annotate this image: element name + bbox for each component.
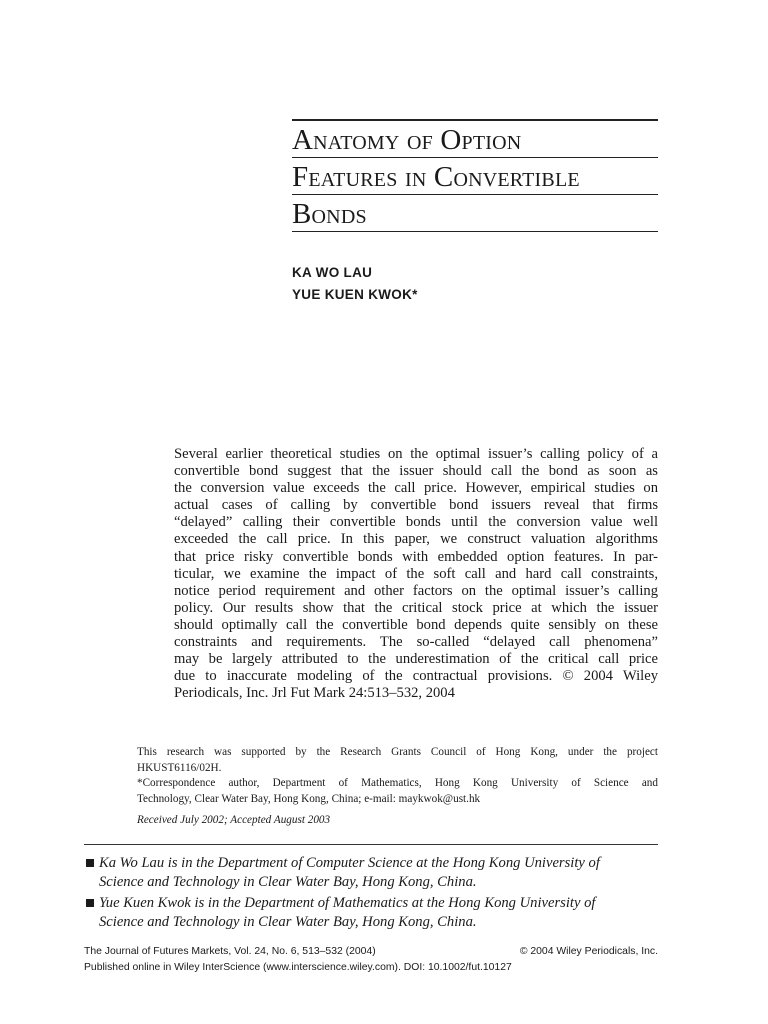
bio-line: Science and Technology in Clear Water Bay, Hong Kong, China. [99,914,477,930]
author-name: YUE KUEN KWOK* [292,287,418,302]
footnote-line: HKUST6116/02H. [137,761,222,774]
bio-line: Ka Wo Lau is in the Department of Computer Science at the Hong Kong University of [99,855,600,871]
abstract-line: Periodicals, Inc. Jrl Fut Mark 24:513–532, 2004 [174,685,455,702]
footnote-line: *Correspondence author, Department of Mathematics, Hong Kong University of Science and [137,777,658,789]
abstract [174,446,658,702]
square-bullet-icon [86,899,94,907]
footnote-line: Technology, Clear Water Bay, Hong Kong, China; e-mail: maykwok@ust.hk [137,792,481,805]
title-bottom-rule [292,231,658,232]
abstract-line: due to inaccurate modeling of the contractual provisions. © 2004 Wiley [174,668,658,685]
abstract-line: should optimally call the convertible bond depends quite sensibly on these [174,616,658,633]
section-divider [84,844,658,845]
author-bio [84,894,658,932]
title-line: Bonds [292,198,367,230]
author-list [292,262,418,306]
abstract-line: convertible bond suggest that the issuer should call the bond as soon as [174,463,658,480]
abstract-line: exceeded the call price. In this paper, we construct valuation algorithms [174,531,658,548]
title-line: Features in Convertible [292,161,580,193]
author-bio [84,854,658,892]
abstract-line: actual cases of calling by convertible bond issuers reveal that firms [174,497,658,514]
author-bios [84,854,658,934]
abstract-line: policy. Our results show that the critical stock price at which the issuer [174,599,658,616]
journal-citation: The Journal of Futures Markets, Vol. 24, No. 6, 513–532 (2004) [84,946,376,957]
abstract-line: ticular, we examine the impact of the soft call and hard call constraints, [174,565,658,582]
abstract-line: that price risky convertible bonds with embedded option features. In par- [174,548,658,565]
page-footer [84,944,658,976]
footnotes [137,745,658,829]
author-name: KA WO LAU [292,265,373,280]
abstract-line: “delayed” calling their convertible bonds until the conversion value well [174,514,658,531]
abstract-line: the conversion value exceeds the call price. However, empirical studies on [174,480,658,497]
publication-info: Published online in Wiley InterScience (www.interscience.wiley.com). DOI: 10.1002/fut.10127 [84,962,512,973]
received-dates: Received July 2002; Accepted August 2003 [137,814,331,826]
bio-line: Yue Kuen Kwok is in the Department of Mathematics at the Hong Kong University of [99,895,596,911]
paper-title [292,119,658,232]
abstract-line: Several earlier theoretical studies on the optimal issuer’s calling policy of a [174,446,658,462]
copyright-notice: © 2004 Wiley Periodicals, Inc. [519,946,658,957]
bio-line: Science and Technology in Clear Water Bay, Hong Kong, China. [99,874,477,890]
abstract-line: may be largely attributed to the underestimation of the critical call price [174,651,658,668]
title-line: Anatomy of Option [292,124,522,156]
abstract-line: notice period requirement and other factors on the optimal issuer’s calling [174,582,658,599]
footnote-line: This research was supported by the Research Grants Council of Hong Kong, under the project [137,746,658,758]
square-bullet-icon [86,859,94,867]
abstract-line: constraints and requirements. The so-called “delayed call phenomena” [174,634,658,651]
